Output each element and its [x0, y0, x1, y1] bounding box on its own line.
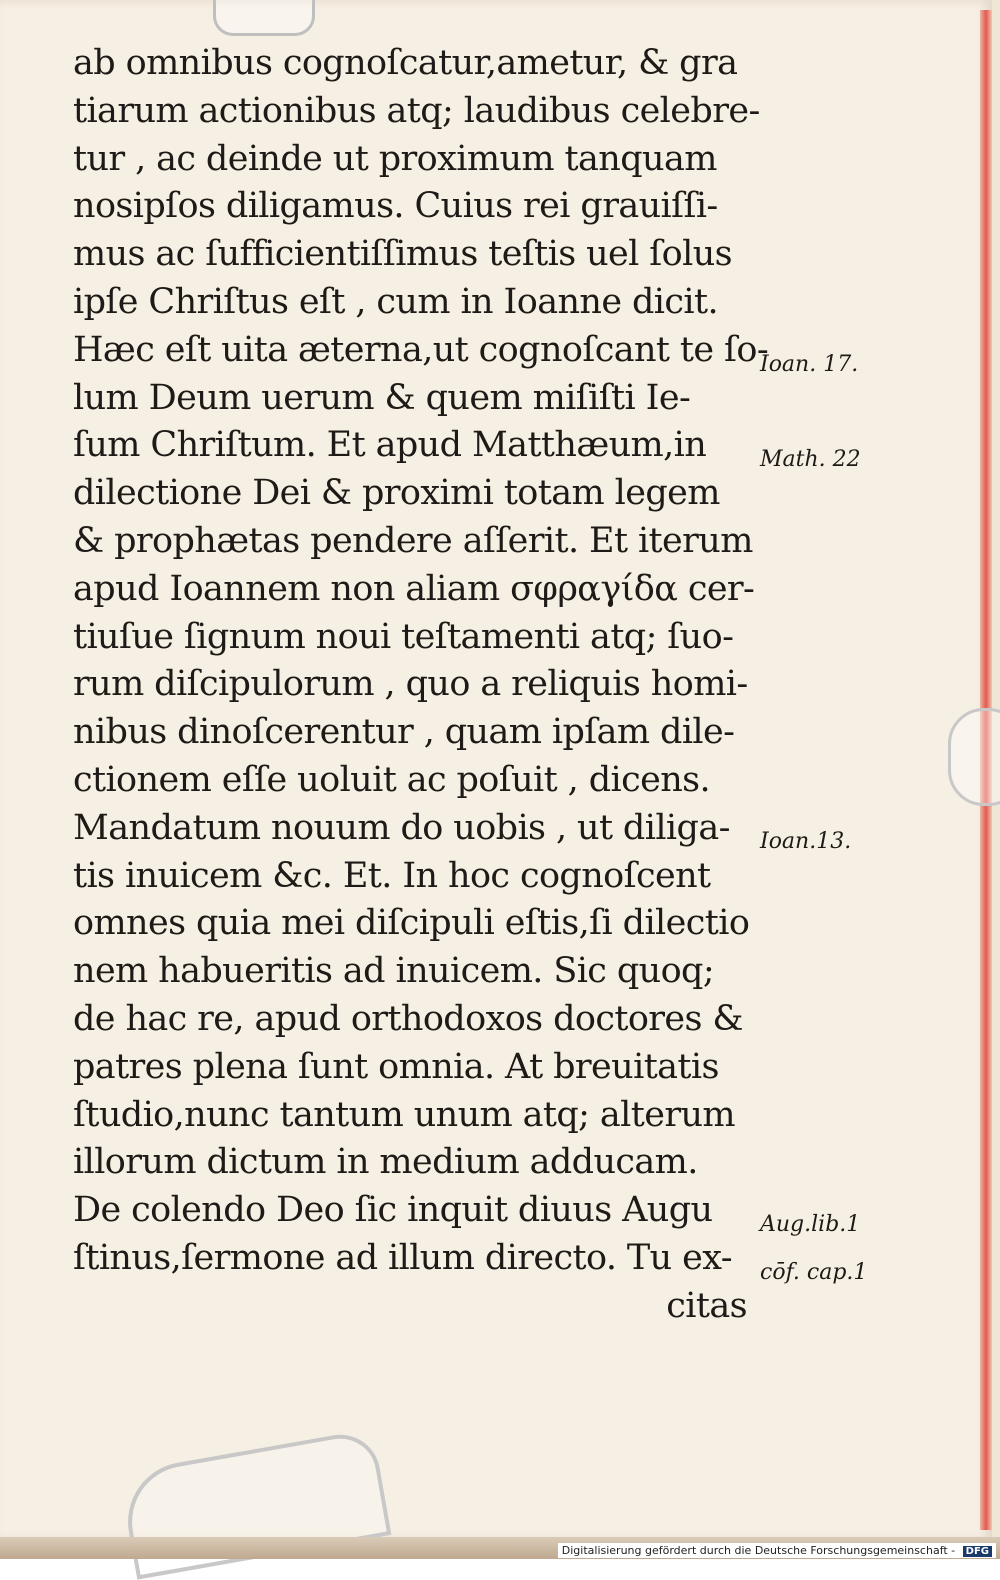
text-line: ſum Chriſtum. Et apud Matthæum,in	[73, 425, 707, 466]
text-line: de hac re, apud orthodoxos doctores &	[73, 998, 743, 1039]
text-line: tur , ac deinde ut proximum tanquam	[73, 138, 717, 179]
text-line: tis inuicem &c. Et. In hoc cognoſcent	[73, 855, 711, 896]
text-line: tiuſue ſignum noui teſtamenti atq; ſuo-	[73, 616, 734, 657]
footer-text: Digitalisierung gefördert durch die Deutsche Forschungsgemeinschaft -	[561, 1544, 956, 1557]
text-line: ſtudio,nunc tantum unum atq; alterum	[73, 1094, 735, 1135]
body-text	[73, 40, 769, 1331]
digitization-footer	[558, 1543, 996, 1558]
text-line: nosipſos diligamus. Cuius rei grauiſſi-	[73, 186, 718, 227]
text-line: Mandatum nouum do uobis , ut diliga-	[73, 807, 730, 848]
plastic-clip-right	[948, 708, 1000, 806]
text-line: ſtinus,ſermone ad illum directo. Tu ex-	[73, 1237, 732, 1278]
text-line: nem habueritis ad inuicem. Sic quoq;	[73, 951, 715, 992]
text-line: nibus dinoſcerentur , quam ipſam dile-	[73, 712, 735, 753]
text-line: Hæc eſt uita æterna,ut cognoſcant te ſo-	[73, 329, 769, 370]
text-line: & prophætas pendere aſſerit. Et iterum	[73, 520, 753, 561]
margin-note-ioan-17: Ioan. 17.	[760, 352, 859, 377]
catchword: citas	[666, 1285, 747, 1326]
margin-note-aug-lib: Aug.lib.1	[760, 1212, 861, 1237]
text-line: De colendo Deo ſic inquit diuus Augu	[73, 1190, 713, 1231]
text-line: omnes quia mei diſcipuli eſtis,ſi dilectio	[73, 903, 750, 944]
text-line: ipſe Chriſtus eſt , cum in Ioanne dicit.	[73, 281, 718, 322]
text-line: rum diſcipulorum , quo a reliquis homi-	[73, 664, 748, 705]
text-line: lum Deum uerum & quem miſiſti Ie-	[73, 377, 691, 418]
margin-note-math-22: Math. 22	[760, 447, 861, 472]
text-line: illorum dictum in medium adducam.	[73, 1142, 698, 1183]
text-line: mus ac ſufficientiſſimus teſtis uel ſolus	[73, 234, 733, 275]
plastic-clip-top	[213, 0, 315, 36]
text-line: patres plena ſunt omnia. At breuitatis	[73, 1046, 719, 1087]
text-line: apud Ioannem non aliam σφραγίδα cer-	[73, 568, 755, 609]
text-line: dilectione Dei & proximi totam legem	[73, 473, 720, 514]
text-line: tiarum actionibus atq; laudibus celebre-	[73, 90, 760, 131]
dfg-logo-icon: DFG	[963, 1546, 992, 1557]
text-line: ab omnibus cognoſcatur,ametur, & gra	[73, 43, 738, 83]
margin-note-ioan-13: Ioan.13.	[760, 829, 852, 854]
margin-note-conf-cap: cōf. cap.1	[760, 1260, 868, 1285]
text-line: ctionem eſſe uoluit ac poſuit , dicens.	[73, 759, 711, 800]
